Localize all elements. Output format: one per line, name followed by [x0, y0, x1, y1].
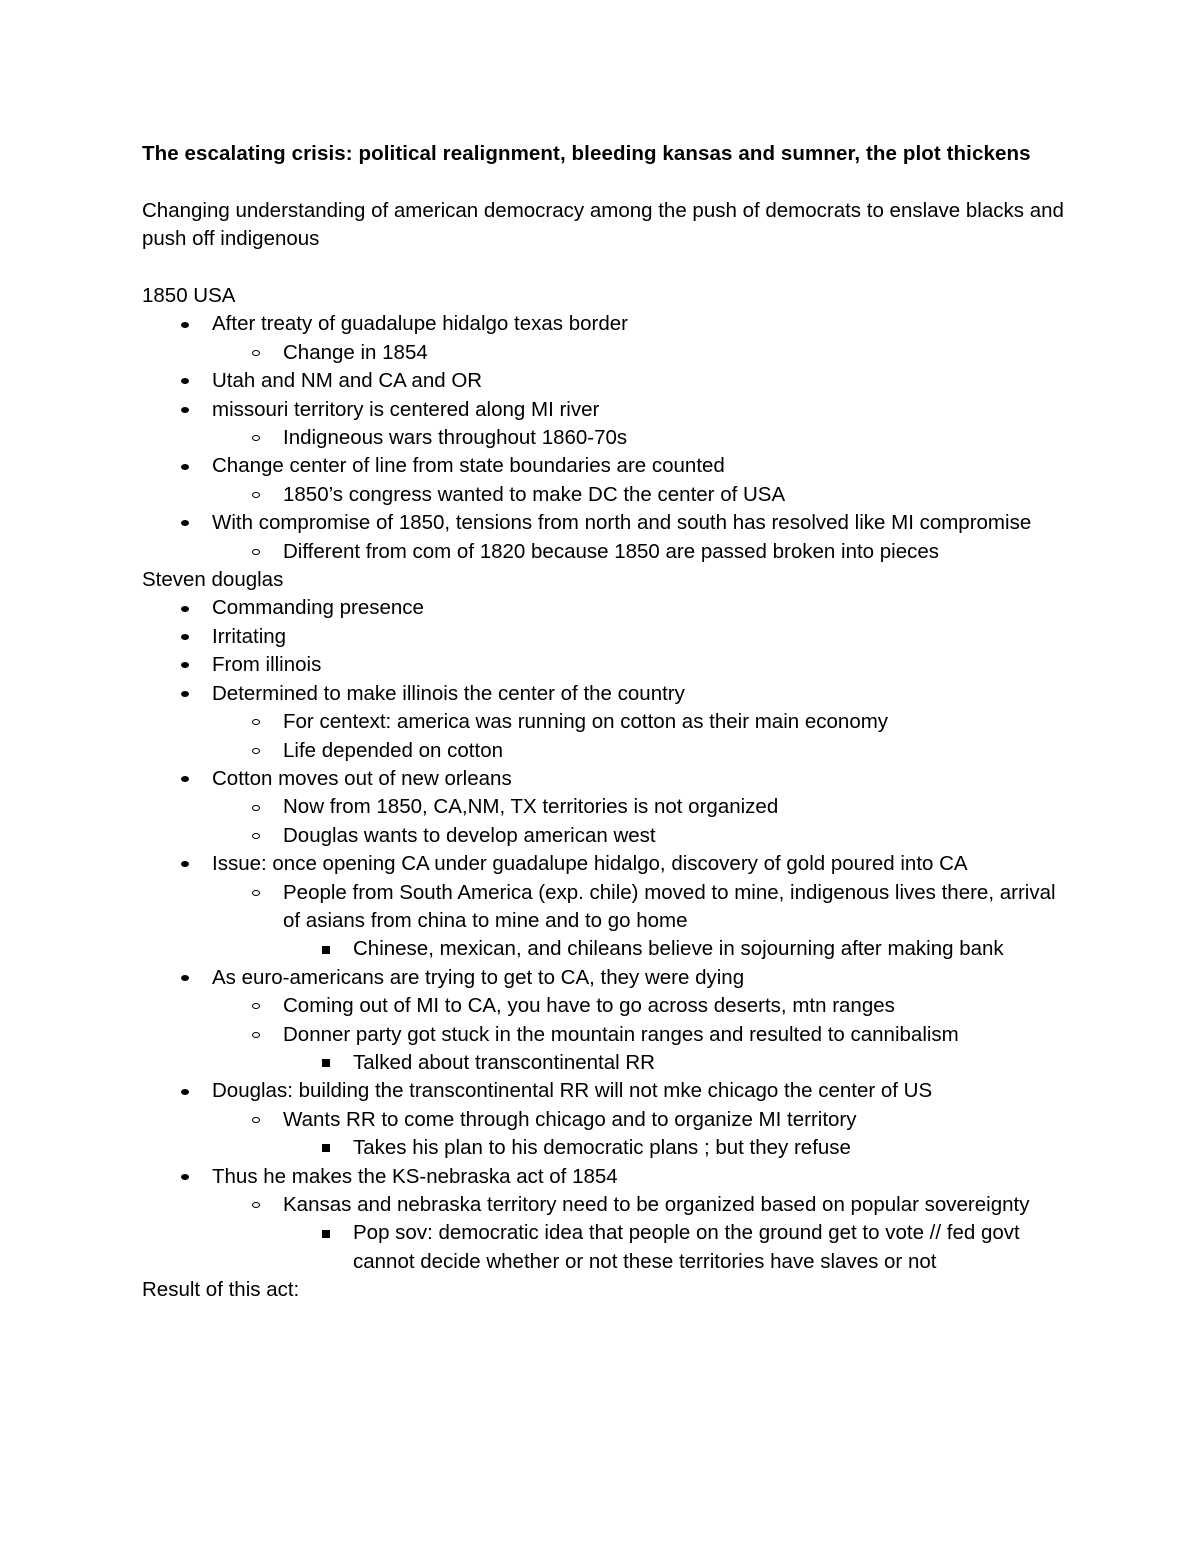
bullet-circle-icon — [249, 538, 263, 566]
section-heading: 1850 USA — [142, 284, 236, 307]
bullet-circle-icon — [249, 879, 263, 907]
spacer — [142, 254, 1072, 282]
list-item — [142, 765, 1072, 793]
bullet-disc-icon — [178, 765, 192, 793]
list-item — [142, 452, 1072, 480]
list-item — [142, 367, 1072, 395]
bullet-circle-icon — [249, 793, 263, 821]
list-item-text: Coming out of MI to CA, you have to go across deserts, mtn ranges — [283, 994, 895, 1018]
bullet-circle-icon — [249, 1191, 263, 1219]
list-item — [142, 935, 1072, 963]
list-item — [142, 850, 1072, 878]
list-item — [142, 1191, 1072, 1219]
list-item-text: Life depended on cotton — [283, 738, 503, 762]
list-item-text: Different from com of 1820 because 1850 are passed broken into pieces — [283, 539, 940, 563]
bullet-circle-icon — [249, 822, 263, 850]
list-item — [142, 651, 1072, 679]
bullet-disc-icon — [178, 1163, 192, 1191]
list-item — [142, 1219, 1072, 1276]
notes-sections — [142, 282, 1072, 1305]
list-item-text: Thus he makes the KS-nebraska act of 1854 — [212, 1164, 618, 1188]
list-item — [142, 822, 1072, 850]
list-item-text: missouri territory is centered along MI river — [212, 397, 600, 421]
bullet-disc-icon — [178, 1077, 192, 1105]
list-item — [142, 964, 1072, 992]
list-item-text: Chinese, mexican, and chileans believe in sojourning after making bank — [353, 937, 1004, 961]
document-title: The escalating crisis: political realignment, bleeding kansas and sumner, the plot thickens — [142, 142, 1031, 165]
list-item-text: Now from 1850, CA,NM, TX territories is not organized — [283, 795, 779, 819]
list-item — [142, 1077, 1072, 1105]
list-item — [142, 737, 1072, 765]
spacer — [142, 168, 1072, 196]
bullet-square-icon — [319, 935, 333, 963]
list-item — [142, 1106, 1072, 1134]
bullet-disc-icon — [178, 396, 192, 424]
section-heading: Steven douglas — [142, 568, 284, 592]
list-item — [142, 623, 1072, 651]
list-item — [142, 509, 1072, 537]
list-item-text: Change in 1854 — [283, 340, 428, 364]
list-item-text: As euro-americans are trying to get to CA, they were dying — [212, 965, 745, 989]
bullet-list — [142, 310, 1072, 566]
bullet-circle-icon — [249, 424, 263, 452]
list-item — [142, 424, 1072, 452]
bullet-square-icon — [319, 1219, 333, 1247]
bullet-circle-icon — [249, 737, 263, 765]
list-item — [142, 310, 1072, 338]
bullet-disc-icon — [178, 850, 192, 878]
bullet-circle-icon — [249, 1021, 263, 1049]
list-item — [142, 396, 1072, 424]
list-item-text: With compromise of 1850, tensions from north and south has resolved like MI compromise — [212, 511, 1032, 535]
list-item — [142, 1163, 1072, 1191]
bullet-disc-icon — [178, 680, 192, 708]
list-item-text: Kansas and nebraska territory need to be organized based on popular sovereignty — [283, 1193, 1030, 1216]
list-item — [142, 339, 1072, 367]
list-item — [142, 680, 1072, 708]
list-item-text: Irritating — [212, 624, 287, 648]
bullet-square-icon — [319, 1049, 333, 1077]
list-item-text: For centext: america was running on cotton as their main economy — [283, 710, 889, 734]
list-item-text: Talked about transcontinental RR — [353, 1050, 655, 1074]
bullet-disc-icon — [178, 594, 192, 622]
bullet-disc-icon — [178, 623, 192, 651]
bullet-circle-icon — [249, 992, 263, 1020]
list-item-text: People from South America (exp. chile) moved to mine, indigenous lives there, arrival of asians from china to mine and to go home — [283, 880, 1056, 932]
list-item-text: Douglas: building the transcontinental RR will not mke chicago the center of US — [212, 1079, 933, 1103]
list-item-text: From illinois — [212, 653, 322, 677]
list-item-text: Change center of line from state boundaries are counted — [212, 454, 725, 478]
bullet-disc-icon — [178, 310, 192, 338]
list-item-text: Donner party got stuck in the mountain ranges and resulted to cannibalism — [283, 1022, 959, 1046]
list-item — [142, 1134, 1072, 1162]
list-item-text: Douglas wants to develop american west — [283, 823, 656, 847]
bullet-disc-icon — [178, 367, 192, 395]
list-item — [142, 1049, 1072, 1077]
bullet-square-icon — [319, 1134, 333, 1162]
list-item-text: Cotton moves out of new orleans — [212, 766, 512, 790]
list-item-text: Utah and NM and CA and OR — [212, 369, 483, 393]
list-item — [142, 879, 1072, 936]
list-item-text: Issue: once opening CA under guadalupe hidalgo, discovery of gold poured into CA — [212, 852, 968, 876]
bullet-disc-icon — [178, 964, 192, 992]
list-item — [142, 1021, 1072, 1049]
list-item-text: Commanding presence — [212, 596, 424, 620]
bullet-circle-icon — [249, 1106, 263, 1134]
list-item-text: Determined to make illinois the center of the country — [212, 681, 685, 705]
list-item — [142, 793, 1072, 821]
bullet-disc-icon — [178, 651, 192, 679]
list-item — [142, 708, 1072, 736]
bullet-circle-icon — [249, 708, 263, 736]
intro-paragraph: Changing understanding of american democracy among the push of democrats to enslave blacks and push off indigenous — [142, 198, 1064, 251]
list-item — [142, 594, 1072, 622]
bullet-disc-icon — [178, 509, 192, 537]
list-item-text: After treaty of guadalupe hidalgo texas border — [212, 312, 628, 336]
list-item-text: Pop sov: democratic idea that people on the ground get to vote // fed govt cannot decide whether or not these territories have slaves or not — [353, 1221, 1020, 1273]
list-item-text: Takes his plan to his democratic plans ; but they refuse — [353, 1136, 851, 1160]
list-item — [142, 992, 1072, 1020]
bullet-circle-icon — [249, 481, 263, 509]
list-item-text: Wants RR to come through chicago and to organize MI territory — [283, 1107, 857, 1131]
bullet-circle-icon — [249, 339, 263, 367]
list-item-text: Indigneous wars throughout 1860-70s — [283, 426, 628, 450]
list-item — [142, 481, 1072, 509]
bullet-list — [142, 594, 1072, 1276]
document-page — [142, 140, 1072, 1305]
section-heading: Result of this act: — [142, 1278, 300, 1302]
list-item — [142, 538, 1072, 566]
list-item-text: 1850’s congress wanted to make DC the center of USA — [283, 482, 786, 506]
bullet-disc-icon — [178, 452, 192, 480]
